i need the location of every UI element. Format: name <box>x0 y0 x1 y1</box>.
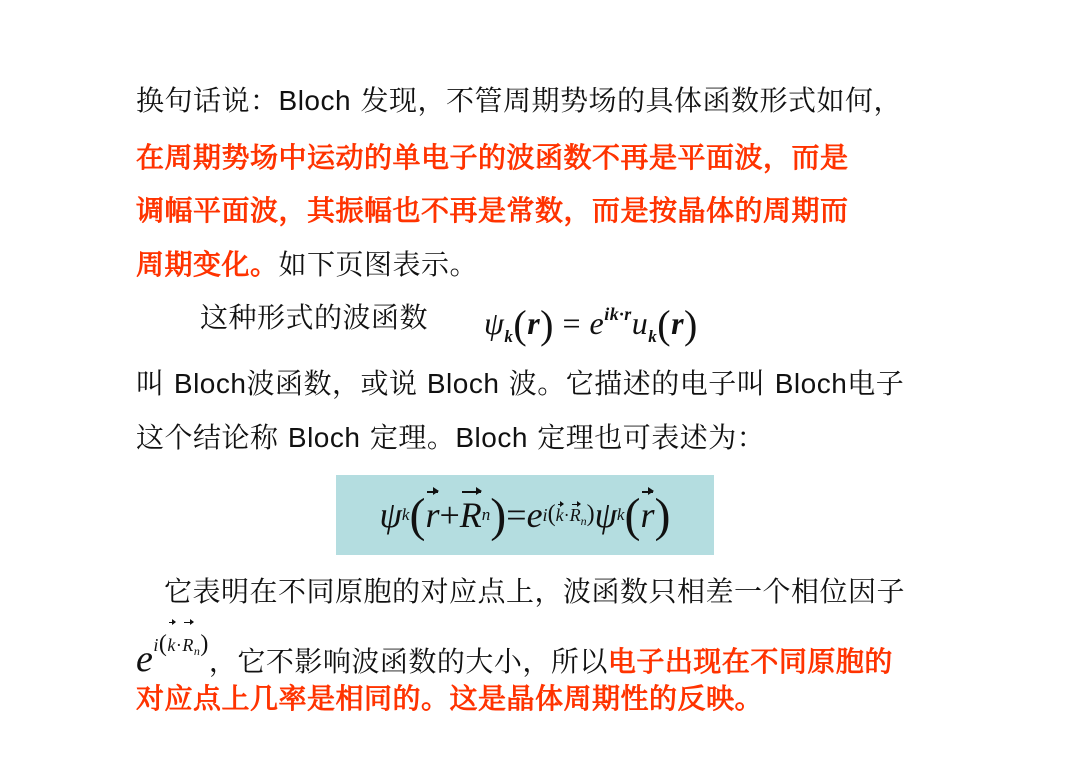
pf-exp-lparen: ( <box>158 631 168 657</box>
bloch-theorem-formula-box <box>336 475 714 555</box>
line4-normal: 如下页图表示。 <box>278 248 479 281</box>
pf-exp-k-vector: k <box>167 623 176 667</box>
f2-sub-k: k <box>401 505 410 524</box>
f2-R-vector: R <box>459 495 482 535</box>
text-line-5 <box>200 296 428 340</box>
line1-bloch: Bloch <box>278 85 352 116</box>
f1-rparen2: ) <box>684 302 698 347</box>
bloch-theorem-formula <box>336 475 714 555</box>
line6-a: 叫 <box>136 367 174 400</box>
f2-r-vector: r <box>425 495 440 535</box>
pf-exp-rparen: ) <box>200 631 209 657</box>
f2-rparen: ) <box>490 488 507 542</box>
pf-exp-R-vector: R <box>182 623 194 667</box>
f2-sub-n: n <box>481 505 491 524</box>
line6-g: 电子 <box>847 367 905 400</box>
line7-c: 定理。 <box>360 421 456 454</box>
pf-exp-sub-n: n <box>193 644 201 658</box>
f1-equals: = <box>553 305 590 341</box>
pf-exp-dot: · <box>175 635 183 655</box>
line6-bloch-1: Bloch <box>173 368 247 399</box>
line9-highlight: 电子出现在不同原胞的 <box>607 645 893 678</box>
line7-bloch-2: Bloch <box>455 422 528 453</box>
f1-r2: r <box>671 305 685 341</box>
f1-lparen2: ( <box>657 302 672 347</box>
line6-bloch-3: Bloch <box>774 368 848 399</box>
f2-equals: = <box>506 495 527 535</box>
f2-e: e <box>526 495 543 535</box>
pf-e: e <box>136 638 154 680</box>
f2-rparen2: ) <box>654 488 671 542</box>
f2-exp-dot: · <box>563 505 570 525</box>
f1-sub-k2: k <box>648 327 658 346</box>
text-line-9 <box>136 622 893 684</box>
line7-a: 这个结论称 <box>136 421 288 454</box>
f2-r-vector2: r <box>640 495 655 535</box>
bloch-wavefunction-formula <box>484 292 698 359</box>
f2-psi: ψ <box>379 495 402 535</box>
line7-e: 定理也可表述为： <box>527 421 766 454</box>
text-line-2-highlight: 在周期势场中运动的单电子的波函数不再是平面波，而是 <box>136 141 849 174</box>
line6-bloch-2: Bloch <box>426 368 500 399</box>
text-line-1 <box>136 79 902 123</box>
f2-exp-i: i <box>542 505 548 525</box>
line7-bloch-1: Bloch <box>287 422 361 453</box>
f2-sub-k2: k <box>616 505 625 524</box>
line6-c: 波函数，或说 <box>246 367 427 400</box>
f2-exp-R-vector: R <box>569 505 581 525</box>
pf-exponent <box>153 631 209 658</box>
f1-exponent: ik·r <box>604 304 632 324</box>
f1-lparen: ( <box>513 302 528 347</box>
text-line-7 <box>136 416 765 460</box>
line5-text: 这种形式的波函数 <box>200 301 429 334</box>
f1-e: e <box>589 305 605 341</box>
f1-u: u <box>631 305 649 341</box>
line6-e: 波。它描述的电子叫 <box>499 367 775 400</box>
f2-exponent <box>543 501 595 529</box>
f2-exp-k-vector: k <box>555 505 564 525</box>
f2-exp-sub-n: n <box>580 514 587 528</box>
f2-plus: + <box>439 495 460 535</box>
pf-exp-i: i <box>153 635 159 655</box>
text-line-10-highlight: 对应点上几率是相同的。这是晶体周期性的反映。 <box>136 682 764 715</box>
f2-exp-lparen: ( <box>547 501 556 527</box>
line9-normal: ，它不影响波函数的大小，所以 <box>208 645 608 678</box>
f2-lparen2: ( <box>624 488 641 542</box>
line4-highlight: 周期变化。 <box>136 248 279 281</box>
phase-factor-formula <box>136 631 209 680</box>
text-line-6 <box>136 362 904 406</box>
f2-psi2: ψ <box>594 495 617 535</box>
text-line-3-highlight: 调幅平面波，其振幅也不再是常数，而是按晶体的周期而 <box>136 194 849 227</box>
f1-psi: ψ <box>484 305 505 341</box>
f1-sub-k: k <box>504 327 514 346</box>
f1-rparen: ) <box>540 302 554 347</box>
line1-rest: 发现，不管周期势场的具体函数形式如何， <box>351 84 902 117</box>
f2-lparen: ( <box>409 488 426 542</box>
text-line-8: 它表明在不同原胞的对应点上，波函数只相差一个相位因子 <box>164 575 906 608</box>
f2-exp-rparen: ) <box>586 501 595 527</box>
line1-prefix: 换句话说： <box>136 84 279 117</box>
f1-r: r <box>527 305 541 341</box>
text-line-4 <box>136 243 478 287</box>
